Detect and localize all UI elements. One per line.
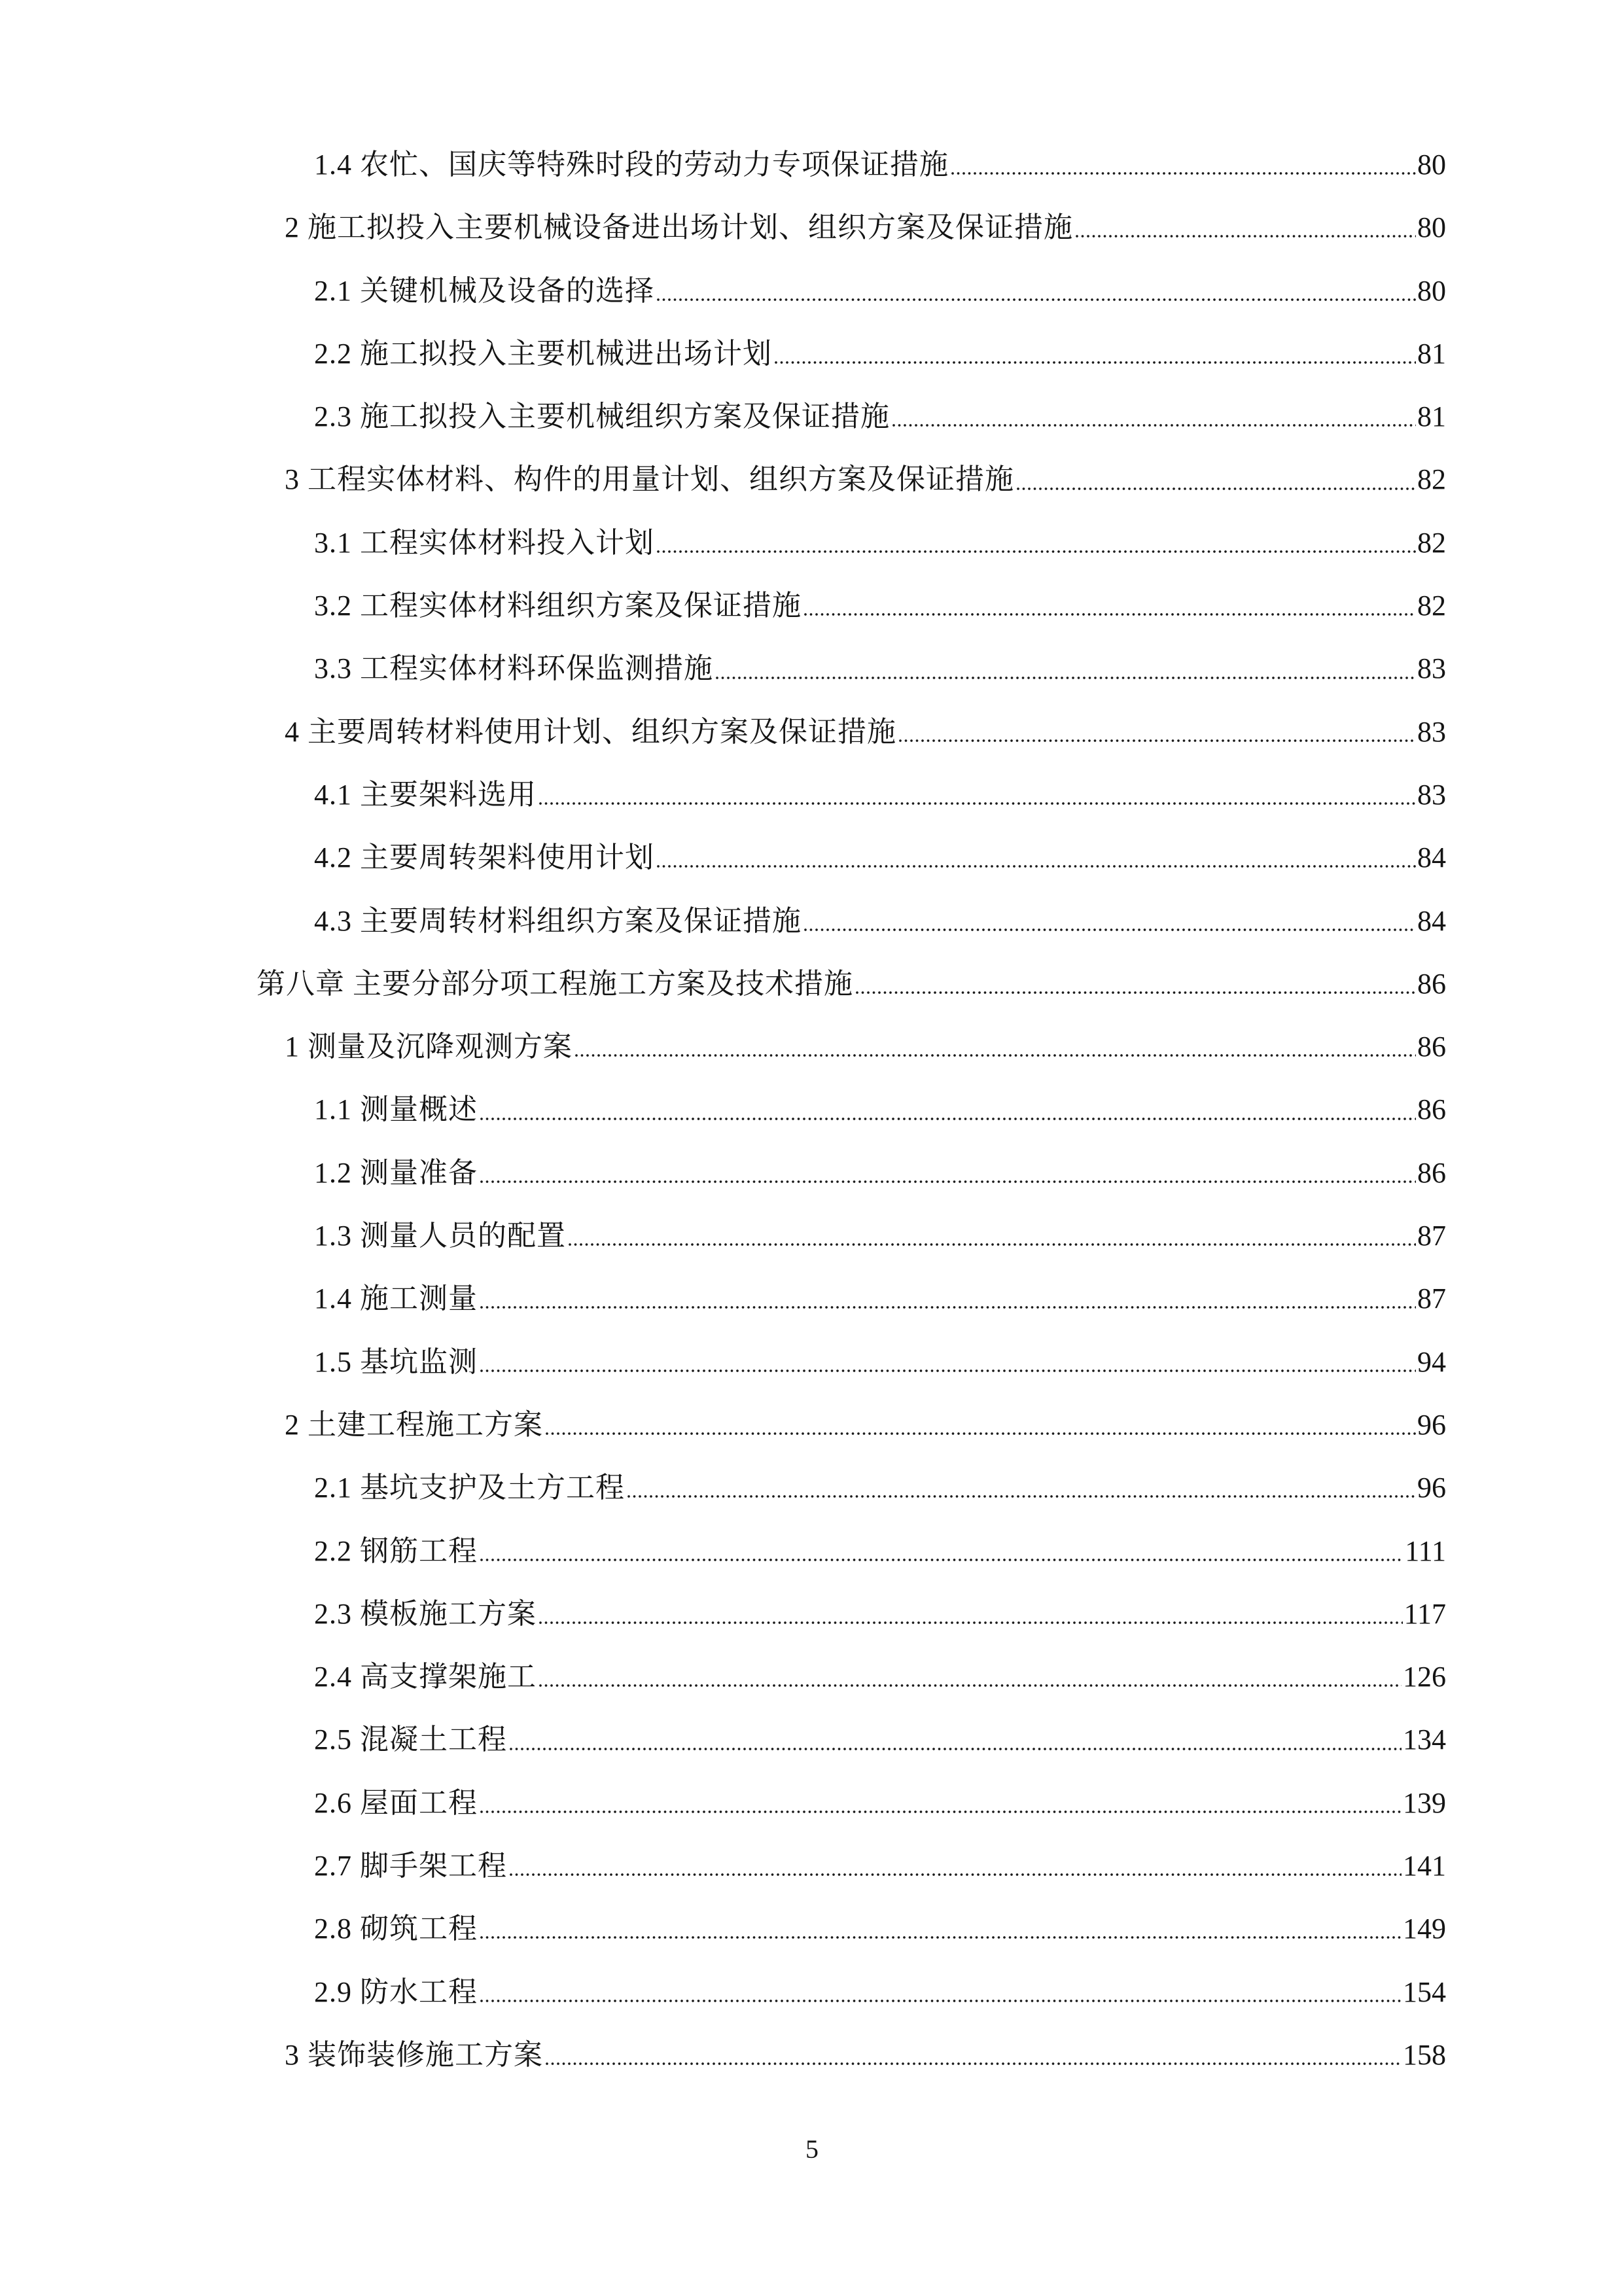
- toc-entry-title: 2.1 关键机械及设备的选择: [314, 274, 654, 307]
- toc-entry-title: 3 工程实体材料、构件的用量计划、组织方案及保证措施: [285, 463, 1014, 496]
- toc-entry-title: 1.2 测量准备: [314, 1156, 478, 1189]
- toc-entry: [256, 1205, 1446, 1267]
- toc-entry-page: 96: [1417, 1408, 1446, 1441]
- toc-entry: [256, 1331, 1446, 1394]
- toc-entry-title: 2.3 施工拟投入主要机械组织方案及保证措施: [314, 400, 890, 433]
- toc-entry-page: 82: [1417, 526, 1446, 559]
- toc-chapter-entry: [256, 953, 1446, 1016]
- toc-dot-leader: [803, 928, 1416, 932]
- toc-entry-title: 1 测量及沉降观测方案: [285, 1031, 573, 1063]
- toc-entry-title: 2.7 脚手架工程: [314, 1850, 507, 1882]
- toc-entry: [256, 260, 1446, 323]
- toc-entry: [256, 133, 1446, 196]
- toc-entry-page: 81: [1417, 337, 1446, 370]
- toc-entry: [256, 2024, 1446, 2087]
- toc-dot-leader: [538, 1621, 1403, 1625]
- toc-dot-leader: [480, 1935, 1402, 1939]
- toc-entry: [256, 1457, 1446, 1519]
- toc-entry-title: 3.1 工程实体材料投入计划: [314, 526, 654, 559]
- toc-entry: [256, 826, 1446, 889]
- toc-entry-title: 4.2 主要周转架料使用计划: [314, 841, 654, 874]
- toc-entry-page: 84: [1417, 841, 1446, 874]
- toc-entry-page: 96: [1417, 1472, 1446, 1504]
- toc-entry-page: 126: [1403, 1661, 1446, 1693]
- toc-dot-leader: [480, 1117, 1416, 1121]
- toc-entry-title: 2.8 砌筑工程: [314, 1913, 478, 1945]
- toc-entry-page: 80: [1417, 274, 1446, 307]
- toc-entry-title: 4.3 主要周转材料组织方案及保证措施: [314, 904, 802, 937]
- toc-entry-title: 1.4 农忙、国庆等特殊时段的劳动力专项保证措施: [314, 149, 949, 181]
- toc-dot-leader: [568, 1243, 1416, 1246]
- toc-entry-page: 80: [1417, 149, 1446, 181]
- toc-entry-title: 1.1 测量概述: [314, 1093, 478, 1126]
- toc-dot-leader: [480, 1180, 1416, 1184]
- toc-dot-leader: [480, 1810, 1402, 1814]
- toc-dot-leader: [855, 991, 1416, 995]
- toc-entry-title: 4.1 主要架料选用: [314, 778, 537, 811]
- toc-entry-page: 83: [1417, 715, 1446, 748]
- toc-dot-leader: [627, 1494, 1416, 1498]
- toc-entry-page: 86: [1417, 967, 1446, 1000]
- toc-entry-page: 139: [1403, 1786, 1446, 1819]
- toc-entry-page: 158: [1403, 2038, 1446, 2071]
- toc-entry-page: 82: [1417, 590, 1446, 622]
- toc-entry: [256, 1708, 1446, 1771]
- toc-entry: [256, 1898, 1446, 1960]
- toc-entry-page: 154: [1403, 1975, 1446, 2008]
- toc-entry: [256, 512, 1446, 574]
- toc-entry: [256, 1835, 1446, 1898]
- toc-entry-page: 84: [1417, 904, 1446, 937]
- toc-entry-title: 4 主要周转材料使用计划、组织方案及保证措施: [285, 715, 896, 748]
- toc-entry-page: 87: [1417, 1220, 1446, 1252]
- toc-dot-leader: [574, 1053, 1416, 1057]
- toc-entry: [256, 890, 1446, 953]
- toc-entry-title: 2.2 钢筋工程: [314, 1534, 478, 1567]
- toc-entry-title: 3.3 工程实体材料环保监测措施: [314, 652, 713, 685]
- toc-dot-leader: [774, 361, 1416, 364]
- toc-entry-page: 111: [1405, 1534, 1446, 1567]
- toc-dot-leader: [656, 550, 1416, 554]
- toc-dot-leader: [545, 2062, 1402, 2066]
- toc-dot-leader: [803, 612, 1416, 616]
- toc-dot-leader: [538, 802, 1416, 805]
- toc-entry: [256, 1772, 1446, 1835]
- toc-entry-title: 2 土建工程施工方案: [285, 1408, 543, 1441]
- toc-entry: [256, 448, 1446, 511]
- toc-entry: [256, 574, 1446, 637]
- toc-entry: [256, 1016, 1446, 1078]
- toc-entry-page: 149: [1403, 1913, 1446, 1945]
- table-of-contents: [256, 133, 1446, 2087]
- toc-dot-leader: [480, 1305, 1416, 1309]
- toc-entry-page: 141: [1403, 1850, 1446, 1882]
- toc-entry: [256, 1142, 1446, 1205]
- toc-dot-leader: [656, 864, 1416, 868]
- toc-entry-title: 2.1 基坑支护及土方工程: [314, 1472, 625, 1504]
- toc-dot-leader: [538, 1684, 1402, 1687]
- toc-entry-page: 94: [1417, 1345, 1446, 1378]
- toc-entry-page: 87: [1417, 1282, 1446, 1315]
- toc-entry: [256, 1583, 1446, 1646]
- toc-dot-leader: [509, 1873, 1402, 1877]
- toc-entry-title: 2.5 混凝土工程: [314, 1723, 507, 1756]
- toc-entry: [256, 1394, 1446, 1457]
- toc-dot-leader: [545, 1432, 1416, 1436]
- toc-entry-title: 3.2 工程实体材料组织方案及保证措施: [314, 590, 802, 622]
- toc-dot-leader: [1075, 234, 1416, 238]
- toc-entry-title: 2.4 高支撑架施工: [314, 1661, 537, 1693]
- toc-dot-leader: [480, 1369, 1416, 1373]
- toc-entry-title: 1.4 施工测量: [314, 1282, 478, 1315]
- toc-entry-page: 117: [1403, 1597, 1446, 1630]
- toc-entry-title: 3 装饰装修施工方案: [285, 2038, 543, 2071]
- toc-entry: [256, 385, 1446, 448]
- toc-entry-title: 第八章 主要分部分项工程施工方案及技术措施: [256, 967, 853, 1000]
- toc-entry-title: 1.5 基坑监测: [314, 1345, 478, 1378]
- toc-dot-leader: [509, 1747, 1402, 1751]
- toc-entry: [256, 196, 1446, 259]
- toc-entry-page: 134: [1403, 1723, 1446, 1756]
- toc-entry: [256, 637, 1446, 700]
- toc-dot-leader: [656, 298, 1416, 302]
- toc-entry-title: 2.6 屋面工程: [314, 1786, 478, 1819]
- toc-entry-page: 83: [1417, 778, 1446, 811]
- toc-dot-leader: [951, 171, 1416, 175]
- toc-entry: [256, 1520, 1446, 1583]
- toc-entry: [256, 701, 1446, 764]
- toc-entry-title: 2.3 模板施工方案: [314, 1597, 537, 1630]
- toc-entry: [256, 323, 1446, 385]
- toc-entry: [256, 1267, 1446, 1330]
- toc-dot-leader: [1016, 487, 1416, 491]
- toc-dot-leader: [898, 739, 1416, 743]
- toc-entry-title: 1.3 测量人员的配置: [314, 1220, 566, 1252]
- toc-entry-title: 2 施工拟投入主要机械设备进出场计划、组织方案及保证措施: [285, 211, 1073, 244]
- toc-dot-leader: [480, 1999, 1402, 2003]
- toc-entry-page: 83: [1417, 652, 1446, 685]
- toc-entry: [256, 1078, 1446, 1141]
- toc-dot-leader: [480, 1558, 1403, 1562]
- toc-entry-page: 86: [1417, 1093, 1446, 1126]
- toc-entry-page: 80: [1417, 211, 1446, 244]
- toc-entry-title: 2.2 施工拟投入主要机械进出场计划: [314, 337, 772, 370]
- toc-entry-page: 86: [1417, 1156, 1446, 1189]
- toc-entry-title: 2.9 防水工程: [314, 1975, 478, 2008]
- toc-entry: [256, 764, 1446, 826]
- page-number: 5: [805, 2134, 819, 2164]
- toc-entry-page: 82: [1417, 463, 1446, 496]
- toc-entry: [256, 1961, 1446, 2024]
- toc-entry-page: 86: [1417, 1031, 1446, 1063]
- toc-dot-leader: [892, 423, 1416, 427]
- toc-dot-leader: [715, 676, 1416, 680]
- toc-entry: [256, 1646, 1446, 1708]
- toc-entry-page: 81: [1417, 400, 1446, 433]
